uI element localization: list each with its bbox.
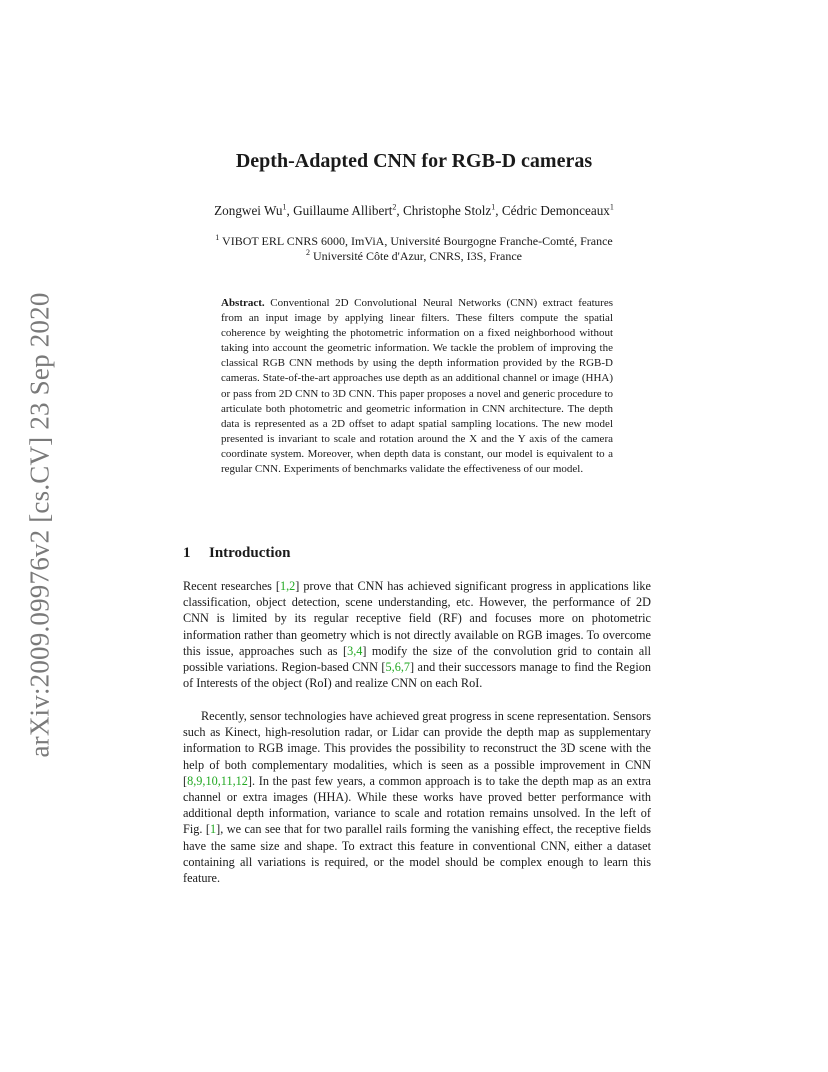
- section-heading: [183, 545, 290, 562]
- affil-text: Université Côte d'Azur, CNRS, I3S, France: [313, 249, 522, 263]
- affiliation-2: [0, 249, 828, 264]
- citation-link[interactable]: [ 5,6,7 ]: [381, 660, 414, 674]
- author-name: Cédric Demonceaux: [501, 203, 610, 218]
- author-name: Zongwei Wu: [214, 203, 283, 218]
- abstract: [221, 296, 613, 477]
- author-name: Christophe Stolz: [402, 203, 492, 218]
- section-title: Introduction: [209, 545, 291, 561]
- para-text: Recently, sensor technologies have achieved great progress in scene representation. Sensors such as Kinect, high-resolution radar, or Lidar can provide the depth map as supplementary information to RGB image. This provides the possibility to reconstruct the 3D scene with the help of both complementary modalities, which is seen as a possible improvement in CNN: [183, 709, 651, 772]
- author-list: Zongwei Wu$^1$, Guillaume Allibert$^2$, Christophe Stolz$^1$, Cédric Demonceaux$^1$: [214, 202, 614, 218]
- section-number: 1: [183, 545, 191, 561]
- affiliation-1: [0, 234, 828, 249]
- author-affil-mark: 1: [609, 202, 614, 212]
- arxiv-stamp: [20, 290, 60, 760]
- affil-mark: 2: [306, 248, 310, 257]
- arxiv-stamp-text: arXiv:2009.09976v2 [cs.CV] 23 Sep 2020: [24, 292, 55, 758]
- abstract-text: Conventional 2D Convolutional Neural Networks (CNN) extract features from an input image by applying linear filters. These filters compute the spatial coherence by weighting the photometric information on a fixed neighborhood without taking into account the geometric information. We tackle the problem of improving the classical RGB CNN methods by using the depth information provided by the RGB-D cameras. State-of-the-art approaches use depth as an additional channel or image (HHA) or pass from 2D CNN to 3D CNN. This paper proposes a novel and generic procedure to articulate both photometric and geometric information in CNN architecture. The depth data is represented as a 2D offset to adapt spatial sampling locations. The new model presented is invariant to scale and rotation around the X and the Y axis of the camera coordinate system. Moreover, when depth data is constant, our model is equivalent to a regular CNN. Experiments of benchmarks validate the effectiveness of our model.: [221, 297, 614, 476]
- affil-mark: 1: [215, 233, 220, 242]
- figure-link[interactable]: [ 1 ]: [206, 822, 220, 836]
- para-text: , we can see that for two parallel rails forming the vanishing effect, the receptive fields have the same size and shape. To extract this feature in conventional CNN, either a dataset containing all variations is required, or the model should be complex enough to learn this feature.: [183, 822, 652, 886]
- author-name: Guillaume Allibert: [293, 203, 393, 218]
- para-text: . In the past few years, a common approach is to take the depth map as an extra channel or extra images (HHA). While these works have proved better performance with additional depth information, variance to scale and rotation remains unsolved. In the left of Fig.: [183, 773, 651, 837]
- paragraph-2: [183, 708, 651, 886]
- paragraph-1: [183, 578, 651, 691]
- citation-link[interactable]: [ 8,9,10,11,12 ]: [183, 774, 252, 788]
- citation-link[interactable]: [ 3,4 ]: [343, 644, 367, 658]
- author-affil-mark: 1: [282, 202, 287, 212]
- para-text: Recent researches: [183, 579, 276, 593]
- citation-link[interactable]: [ 1,2 ]: [276, 579, 300, 593]
- abstract-label: Abstract.: [221, 297, 265, 309]
- para-text: modify the size of the convolution grid to contain all possible variations. Region-based CNN: [183, 643, 652, 675]
- affil-text: VIBOT ERL CNRS 6000, ImViA, Université Bourgogne Franche-Comté, France: [222, 234, 613, 248]
- author-affil-mark: 2: [392, 202, 397, 212]
- para-text: prove that CNN has achieved significant progress in applications like classification, object detection, scene understanding, etc. However, the performance of 2D CNN is limited by its regular receptive field (RF) and focuses more on photometric information rather than geometry which is not directly available on RGB images. To overcome this issue, approaches such as: [183, 579, 651, 658]
- author-affil-mark: 1: [491, 202, 496, 212]
- para-text: and their successors manage to find the Region of Interests of the object (RoI) and realize CNN on each RoI.: [183, 660, 651, 691]
- paper-title: Depth-Adapted CNN for RGB-D cameras: [235, 150, 593, 172]
